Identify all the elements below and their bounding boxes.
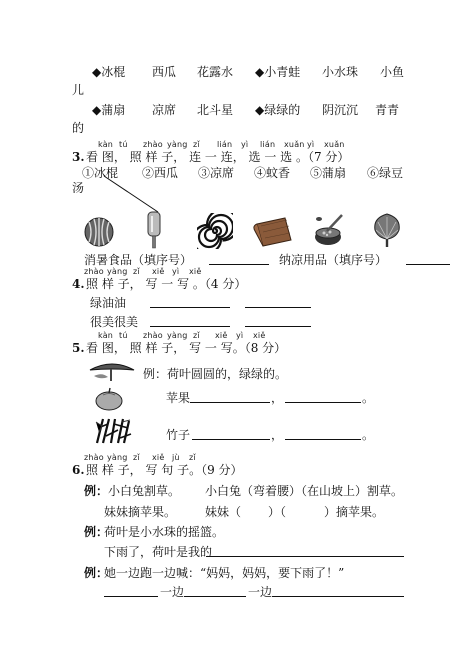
q3-pinyin: lián — [217, 140, 233, 149]
q4-answer-line-2a[interactable] — [150, 326, 230, 327]
q6-example-1-a: 小白兔割草。 — [108, 484, 181, 498]
q5-pinyin: zǐ — [193, 331, 200, 340]
q3-pinyin: tú — [119, 140, 128, 149]
word-wrap-de: 的 — [72, 121, 85, 135]
q5-answer-line-apple-b[interactable] — [285, 402, 361, 403]
q5-period-2: 。 — [362, 428, 375, 442]
q3-pinyin: xuǎn — [284, 140, 305, 149]
q4-pinyin: zǐ — [133, 267, 140, 276]
q3-pinyin: xuǎn — [324, 140, 345, 149]
mung-bean-soup-icon — [313, 211, 347, 247]
word-xiaoshuizhu: 小水珠 — [322, 65, 359, 79]
q3-pinyin: yì — [241, 140, 249, 149]
q5-pinyin: yì — [236, 331, 244, 340]
q3-option-5: ⑤蒲扇 — [310, 166, 347, 180]
q5-pinyin: kàn — [98, 331, 114, 340]
apple-icon — [94, 387, 124, 411]
q6-example-3-label: 例： — [84, 566, 109, 580]
mat-icon — [251, 216, 293, 248]
q4-example-2: 很美很美 — [90, 315, 139, 329]
q4-pinyin: xiě — [152, 267, 165, 276]
word-qingqing: 青青 — [375, 103, 400, 117]
lotus-leaf-icon — [88, 360, 136, 382]
q3-option-3: ③凉席 — [198, 166, 235, 180]
q3-instruction: 看 图， 照 样 子， 连 一 连， 选 一 选 。（7 分） — [86, 150, 350, 164]
word-hualushui: 花露水 — [197, 65, 234, 79]
q5-pinyin: yàng — [167, 331, 188, 340]
q3-pinyin: zhào — [143, 140, 163, 149]
q4-answer-line-2b[interactable] — [245, 326, 311, 327]
word-pushan-1: ◆蒲扇 — [92, 103, 126, 117]
q6-pinyin: zhào — [84, 453, 104, 462]
q6-example-1-c: 妹妹摘苹果。 — [104, 505, 177, 519]
q5-answer-line-apple-a[interactable] — [190, 402, 270, 403]
q3-pinyin: yàng — [167, 140, 188, 149]
word-xigua-1: 西瓜 — [152, 65, 177, 79]
q5-item-bamboo: 竹子 — [166, 428, 191, 442]
watermelon-icon — [83, 216, 115, 248]
q4-example-1: 绿油油 — [90, 296, 127, 310]
q6-example-3-a: 她一边跑一边喊：“妈妈，妈妈，要下雨了！” — [104, 566, 345, 580]
word-xiaoqingwa: ◆小青蛙 — [255, 65, 301, 79]
q4-pinyin: yàng — [107, 267, 128, 276]
q6-example-1-d3: ）摘苹果。 — [324, 505, 385, 519]
cattail-fan-icon — [372, 212, 402, 248]
q3-answer-line-cool[interactable] — [406, 264, 450, 265]
q6-example-1-b: 小白兔（弯着腰）（在山坡上）割草。 — [205, 484, 404, 498]
q6-example-3-b1: 一边 — [160, 585, 185, 599]
q6-pinyin: jù — [172, 453, 180, 462]
q6-pinyin: yàng — [107, 453, 128, 462]
word-bingun-1: ◆冰棍 — [92, 65, 126, 79]
q4-answer-line-1b[interactable] — [245, 307, 311, 308]
q3-pinyin: kàn — [98, 140, 114, 149]
word-liangxi-1: 凉席 — [152, 103, 177, 117]
q6-example-1-d1: 妹妹（ — [205, 505, 242, 519]
q6-pinyin: zǐ — [133, 453, 140, 462]
q6-number: 6. — [72, 463, 85, 477]
q6-answer-line-3a[interactable] — [104, 596, 158, 597]
word-xiaoyu: 小鱼 — [380, 65, 405, 79]
mosquito-coil-icon — [197, 213, 233, 249]
q6-example-1-d2: ）（ — [268, 505, 287, 519]
q6-instruction: 照 样 子， 写 句 子。（9 分） — [86, 463, 243, 477]
q6-answer-line-2[interactable] — [206, 556, 404, 557]
q3-answer-line-food[interactable] — [209, 264, 269, 265]
q5-comma-1: ， — [271, 391, 284, 405]
q6-pinyin: xiě — [152, 453, 165, 462]
bamboo-icon — [94, 418, 132, 444]
q6-answer-line-3b[interactable] — [184, 596, 246, 597]
q3-label-cool: 纳凉用品（填序号） — [279, 253, 388, 267]
q6-example-1-label: 例： — [84, 484, 109, 498]
q5-period-1: 。 — [362, 391, 375, 405]
q5-answer-line-bamboo-a[interactable] — [192, 439, 270, 440]
q3-pinyin: zǐ — [193, 140, 200, 149]
q5-example: 例：荷叶圆圆的，绿绿的。 — [143, 367, 288, 381]
q3-pinyin: yì — [307, 140, 315, 149]
q6-answer-line-3c[interactable] — [272, 596, 404, 597]
q6-example-2-label: 例： — [84, 525, 109, 539]
q5-number: 5. — [72, 341, 85, 355]
q5-pinyin: tú — [119, 331, 128, 340]
q4-instruction: 照 样 子， 写 一 写 。（4 分） — [86, 277, 247, 291]
q4-pinyin: yì — [172, 267, 180, 276]
word-beidouxing: 北斗星 — [197, 103, 234, 117]
q3-pinyin: lián — [260, 140, 276, 149]
q5-pinyin: zhào — [143, 331, 163, 340]
q4-pinyin: zhào — [84, 267, 104, 276]
q5-pinyin: xiě — [253, 331, 266, 340]
q3-number: 3. — [72, 150, 85, 164]
q3-option-4: ④蚊香 — [254, 166, 291, 180]
q5-answer-line-bamboo-b[interactable] — [285, 439, 361, 440]
q4-pinyin: xiě — [189, 267, 202, 276]
q3-label-food: 消暑食品（填序号） — [84, 253, 193, 267]
q5-item-apple: 苹果 — [166, 391, 191, 405]
q4-answer-line-1a[interactable] — [150, 307, 230, 308]
word-lvlvde: ◆绿绿的 — [255, 103, 301, 117]
q5-pinyin: xiě — [215, 331, 228, 340]
q3-option-1: ①冰棍 — [82, 166, 119, 180]
q6-example-3-b2: 一边 — [248, 585, 273, 599]
q6-example-2-b: 下雨了，荷叶是我的 — [104, 545, 213, 559]
word-yinchenchen: 阴沉沉 — [322, 103, 359, 117]
q3-option-6: ⑥绿豆 — [367, 166, 404, 180]
q6-example-2-a: 荷叶是小水珠的摇篮。 — [104, 525, 225, 539]
word-wrap-er: 儿 — [72, 83, 85, 97]
q5-comma-2: ， — [271, 428, 284, 442]
popsicle-icon — [142, 210, 166, 250]
q5-instruction: 看 图， 照 样 子， 写 一 写。（8 分） — [86, 341, 287, 355]
q6-pinyin: zǐ — [189, 453, 196, 462]
q4-number: 4. — [72, 277, 85, 291]
q3-option-2: ②西瓜 — [142, 166, 179, 180]
q3-option-wrap: 汤 — [72, 181, 85, 195]
